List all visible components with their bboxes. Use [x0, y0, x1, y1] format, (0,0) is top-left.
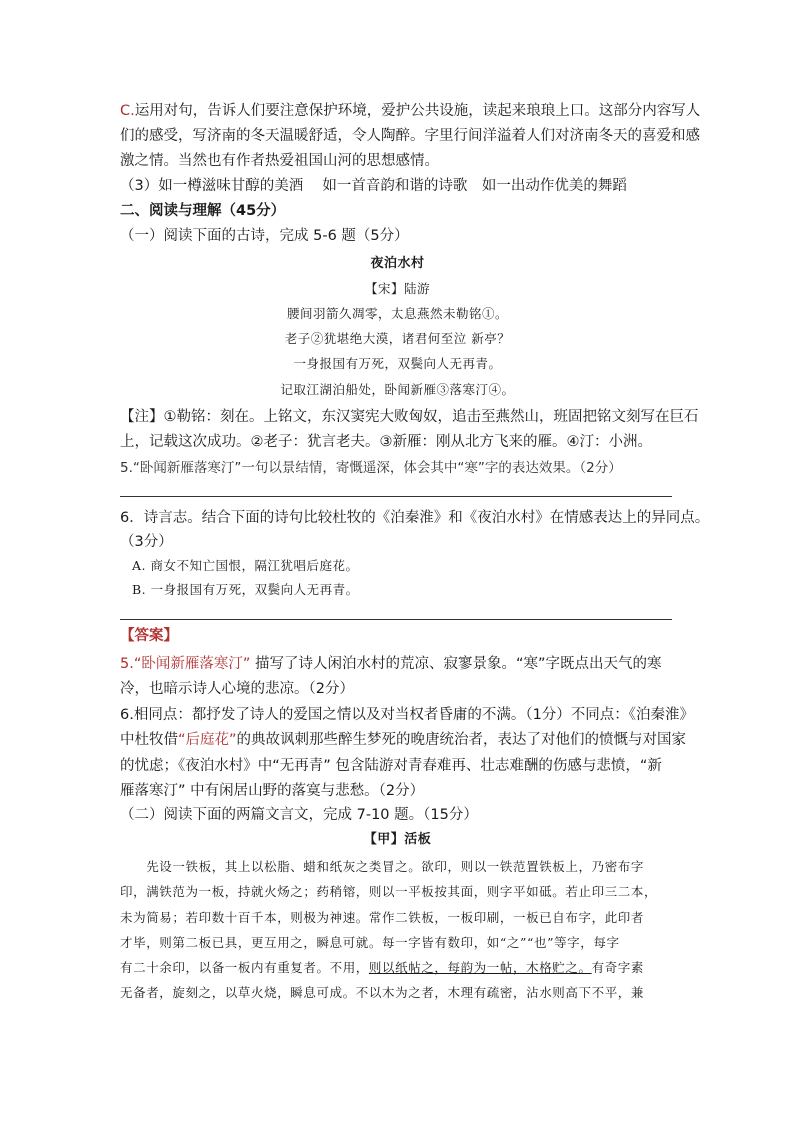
answer-5-line-2: 冷，也暗示诗人心境的悲凉。（2分） — [120, 681, 354, 697]
answer-rule-1 — [120, 496, 672, 497]
note-line-1: 【注】①勒铭：刻在。上铭文，东汉窦宪大败匈奴，追击至燕然山，班固把铭文刻写在巨石 — [120, 409, 699, 425]
answer-part-3: （3）如一樽滋味甘醇的美酒 如一首音韵和谐的诗歌 如一出动作优美的舞蹈 — [120, 178, 627, 194]
section-heading-reading: 二、阅读与理解（45分） — [120, 203, 286, 219]
poem-line-1: 腰间羽箭久凋零，太息燕然未勒铭①。 — [286, 306, 508, 321]
poem-line-4: 记取江湖泊船处，卧闻新雁③落寒汀④。 — [280, 382, 515, 397]
answer-5-line-1: 5.“卧闻新雁落寒汀” 描写了诗人闲泊水村的荒凉、寂寥景象。“寒”字既点出天气的寒 — [120, 656, 662, 672]
question-6-line-2: （3分） — [120, 534, 173, 550]
poem-line-3: 一身报国有万死，双鬓向人无再青。 — [293, 356, 502, 371]
poem-line-2: 老子②犹堪绝大漠，诸君何至泣 新亭？ — [284, 331, 511, 346]
answer-6-line-3: 的忧虑；《夜泊水村》中“无再青” 包含陆游对青春难再、壮志难酬的伤感与悲愤，“新 — [120, 758, 662, 774]
answer-6-line-2: 中杜牧借“后庭花”的典故讽刺那些醉生梦死的晚唐统治者，表达了对他们的愤慨与对国家 — [120, 732, 687, 748]
passage-line-1: 先设一铁板，其上以松脂、蜡和纸灰之类冒之。欲印，则以一铁范置铁板上，乃密布字 — [120, 859, 645, 874]
passage-line-2: 印，满铁范为一板，持就火炀之；药稍镕，则以一平板按其面，则字平如砥。若止印三二本， — [120, 884, 658, 899]
question-5: 5.“卧闻新雁落寒汀”一句以景结情，寄慨遥深，体会其中“寒”字的表达效果。（2分） — [120, 460, 622, 476]
part-c-line-2: 们的感受，写济南的冬天温暖舒适，令人陶醉。字里行间洋溢着人们对济南冬天的喜爱和感 — [120, 128, 700, 144]
passage-underlined-sentence: 则以纸帖之，每韵为一帖，木格贮之。 — [368, 960, 592, 975]
part-c-label: C. — [120, 103, 135, 119]
part-c-line-1: C.运用对句，告诉人们要注意保护环境，爱护公共设施，读起来琅琅上口。这部分内容写人 — [120, 103, 701, 119]
part-c-line-3: 激之情。当然也有作者热爱祖国山河的思想感情。 — [120, 153, 439, 169]
note-line-2: 上，记载这次成功。②老子：犹言老夫。③新雁：刚从北方飞来的雁。④汀：小洲。 — [120, 434, 652, 450]
question-6-option-a: A. 商女不知亡国恨，隔江犹唱后庭花。 — [132, 558, 359, 573]
passage-line-6: 无备者，旋刻之，以草火烧，瞬息可成。不以木为之者，木理有疏密，沾水则高下不平，兼 — [120, 985, 645, 1000]
answer-rule-2 — [120, 619, 672, 620]
question-6-option-b: B. 一身报国有万死，双鬓向人无再青。 — [132, 582, 359, 597]
answer-6-line-1: 6.相同点：都抒发了诗人的爱国之情以及对当权者昏庸的不满。（1分）不同点：《泊秦淮》 — [120, 707, 695, 723]
subsection-poem-heading: （一）阅读下面的古诗，完成 5-6 题（5分） — [120, 228, 409, 244]
poem-title: 夜泊水村 — [370, 256, 425, 271]
question-6-line-1: 6．诗言志。结合下面的诗句比较杜牧的《泊秦淮》和《夜泊水村》在情感表达上的异同点。 — [120, 510, 710, 526]
subsection-classical-heading: （二）阅读下面的两篇文言文，完成 7-10 题。（15分） — [120, 807, 478, 823]
answer-header: 【答案】 — [120, 628, 178, 644]
passage-title: 【甲】活板 — [363, 832, 432, 847]
passage-line-3: 未为简易；若印数十百千本，则极为神速。常作二铁板，一板印刷，一板已自布字，此印者 — [120, 910, 645, 925]
answer-6-line-4: 雁落寒汀” 中有闲居山野的落寞与悲愁。（2分） — [120, 783, 425, 799]
poem-author: 【宋】陆游 — [364, 281, 430, 296]
passage-line-5: 有二十余印，以备一板内有重复者。不用，则以纸帖之，每韵为一帖，木格贮之。有奇字素 — [120, 960, 645, 975]
passage-line-4: 才毕，则第二板已具，更互用之，瞬息可就。每一字皆有数印，如“之”“也”等字，每字 — [120, 935, 620, 950]
